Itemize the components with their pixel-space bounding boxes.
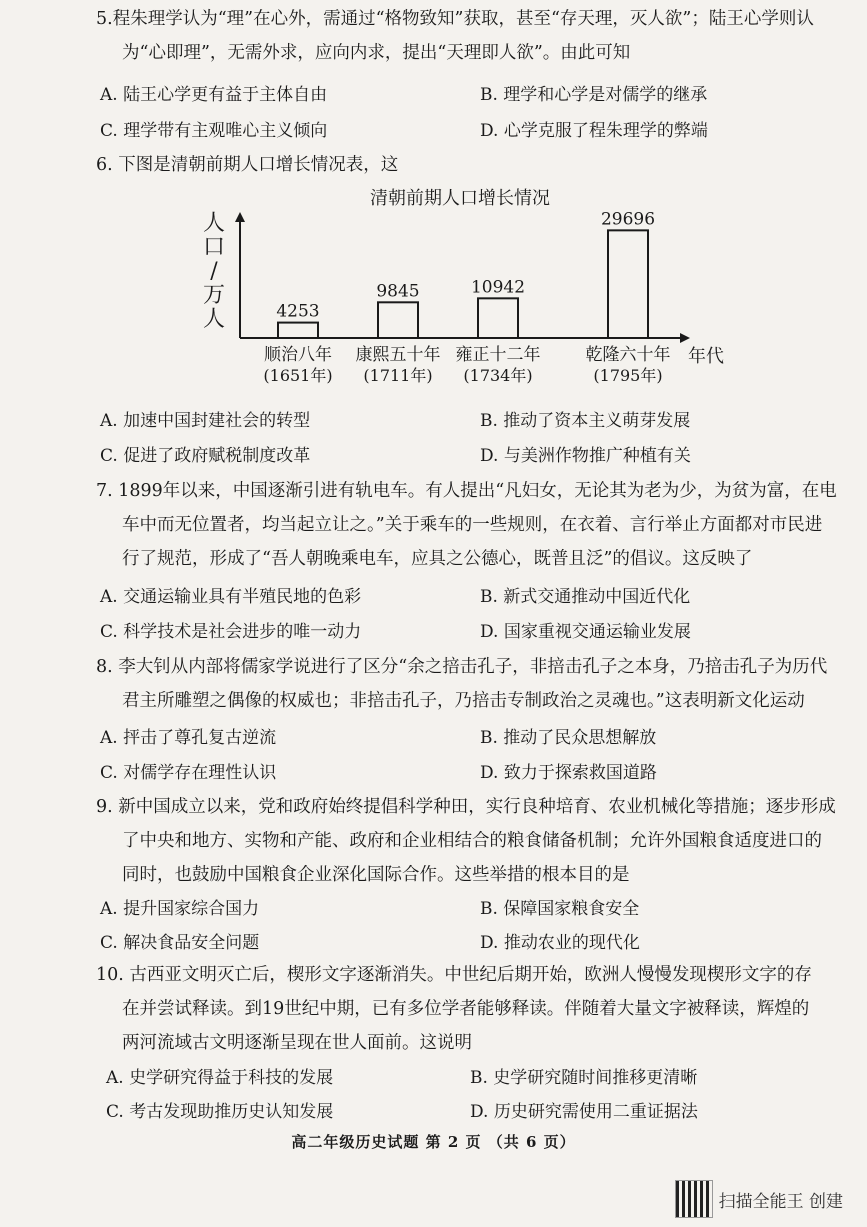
chart-y-axis-arrow xyxy=(235,212,245,222)
question-9 xyxy=(96,790,836,892)
chart-category-label-0: 顺治八年 xyxy=(264,345,332,365)
chart-bar-value-1: 9845 xyxy=(376,281,420,302)
question-10 xyxy=(96,958,812,1060)
q5-option-b: B. 理学和心学是对儒学的继承 xyxy=(480,85,708,105)
q8-option-b: B. 推动了民众思想解放 xyxy=(480,728,657,748)
chart-category-year-0: (1651年) xyxy=(263,366,333,385)
q7-stem-line2: 车中而无位置者，均当起立让之。”关于乘车的一些规则，在衣着、言行举止方面都对市民进 xyxy=(122,515,823,535)
q5-option-d: D. 心学克服了程朱理学的弊端 xyxy=(480,121,708,141)
q7-option-c: C. 科学技术是社会进步的唯一动力 xyxy=(100,622,362,642)
chart-bar-1 xyxy=(378,302,418,338)
question-5 xyxy=(96,2,814,70)
q9-stem-line1: 9. 新中国成立以来，党和政府始终提倡科学种田，实行良种培育、农业机械化等措施；逐步形成 xyxy=(96,797,836,817)
chart-bar-value-2: 10942 xyxy=(470,277,526,298)
q7-option-d: D. 国家重视交通运输业发展 xyxy=(480,622,691,642)
q6-stem-line1: 6. 下图是清朝前期人口增长情况表，这 xyxy=(96,155,399,175)
q6-option-a: A. 加速中国封建社会的转型 xyxy=(100,411,311,431)
chart-bar-0 xyxy=(278,323,318,338)
q7-option-b: B. 新式交通推动中国近代化 xyxy=(480,587,691,607)
q7-stem-line1: 7. 1899年以来，中国逐渐引进有轨电车。有人提出“凡妇女，无论其为老为少，为贫为富，在电 xyxy=(96,481,837,501)
question-7 xyxy=(96,474,837,576)
watermark-text: 扫描全能王 创建 xyxy=(718,1191,843,1212)
q8-stem-line1: 8. 李大钊从内部将儒家学说进行了区分“余之掊击孔子，非掊击孔子之本身，乃掊击孔子为历代 xyxy=(96,657,828,677)
q9-option-c: C. 解决食品安全问题 xyxy=(100,933,260,953)
question-6 xyxy=(96,148,398,182)
q10-option-b: B. 史学研究随时间推移更清晰 xyxy=(470,1068,698,1088)
q8-option-c: C. 对儒学存在理性认识 xyxy=(100,763,277,783)
chart-title: 清朝前期人口增长情况 xyxy=(370,188,550,209)
chart-category-year-2: (1734年) xyxy=(463,366,533,385)
q8-option-d: D. 致力于探索救国道路 xyxy=(480,763,657,783)
q9-option-a: A. 提升国家综合国力 xyxy=(100,899,260,919)
q10-stem-line2: 在并尝试释读。到19世纪中期，已有多位学者能够释读。伴随着大量文字被释读，辉煌的 xyxy=(122,999,810,1019)
q10-option-d: D. 历史研究需使用二重证据法 xyxy=(470,1102,698,1122)
q8-stem-line2: 君主所雕塑之偶像的权威也；非掊击孔子，乃掊击专制政治之灵魂也。”这表明新文化运动 xyxy=(122,691,805,711)
q8-option-a: A. 抨击了尊孔复古逆流 xyxy=(100,728,277,748)
chart-bar-3 xyxy=(608,230,648,338)
chart-category-label-2: 雍正十二年 xyxy=(455,345,541,365)
q6-option-b: B. 推动了资本主义萌芽发展 xyxy=(480,411,691,431)
q9-stem-line3: 同时，也鼓励中国粮食企业深化国际合作。这些举措的根本目的是 xyxy=(122,865,630,885)
chart-category-year-3: (1795年) xyxy=(593,366,663,385)
chart-category-label-1: 康熙五十年 xyxy=(355,345,441,365)
q10-stem-line3: 两河流域古文明逐渐呈现在世人面前。这说明 xyxy=(122,1033,472,1053)
q5-stem-line1: 5.程朱理学认为“理”在心外，需通过“格物致知”获取，甚至“存天理，灭人欲”；陆王心学则认 xyxy=(96,9,814,29)
population-chart-svg xyxy=(200,182,724,392)
page-footer: 高二年级历史试题 第 2 页 （共 6 页） xyxy=(291,1133,576,1151)
q5-stem-line2: 为“心即理”，无需外求，应向内求，提出“天理即人欲”。由此可知 xyxy=(122,43,631,63)
q9-option-b: B. 保障国家粮食安全 xyxy=(480,899,640,919)
chart-category-year-1: (1711年) xyxy=(363,366,433,385)
chart-bar-2 xyxy=(478,298,518,338)
qr-code-icon xyxy=(675,1180,713,1218)
q10-option-a: A. 史学研究得益于科技的发展 xyxy=(106,1068,334,1088)
population-chart xyxy=(200,182,724,392)
q9-stem-line2: 了中央和地方、实物和产能、政府和企业相结合的粮食储备机制；允许外国粮食适度进口的 xyxy=(122,831,822,851)
scanner-watermark xyxy=(675,1180,843,1218)
q10-stem-line1: 10. 古西亚文明灭亡后，楔形文字逐渐消失。中世纪后期开始，欧洲人慢慢发现楔形文字的存 xyxy=(96,965,812,985)
q5-option-c: C. 理学带有主观唯心主义倾向 xyxy=(100,121,328,141)
q10-option-c: C. 考古发现助推历史认知发展 xyxy=(106,1102,334,1122)
chart-category-label-3: 乾隆六十年 xyxy=(585,345,671,365)
q7-stem-line3: 行了规范，形成了“吾人朝晚乘电车，应具之公德心，既普且泛”的倡议。这反映了 xyxy=(122,549,753,569)
q9-option-d: D. 推动农业的现代化 xyxy=(480,933,640,953)
q7-option-a: A. 交通运输业具有半殖民地的色彩 xyxy=(100,587,362,607)
q6-option-d: D. 与美洲作物推广种植有关 xyxy=(480,446,691,466)
chart-bar-value-3: 29696 xyxy=(600,209,656,230)
chart-x-axis-label: 年代 xyxy=(688,346,724,367)
q6-option-c: C. 促进了政府赋税制度改革 xyxy=(100,446,311,466)
chart-y-axis-label: 人口/万人 xyxy=(202,211,226,332)
q5-option-a: A. 陆王心学更有益于主体自由 xyxy=(100,85,328,105)
chart-bar-value-0: 4253 xyxy=(276,301,320,322)
question-8 xyxy=(96,650,827,718)
chart-x-axis-arrow xyxy=(680,333,690,343)
